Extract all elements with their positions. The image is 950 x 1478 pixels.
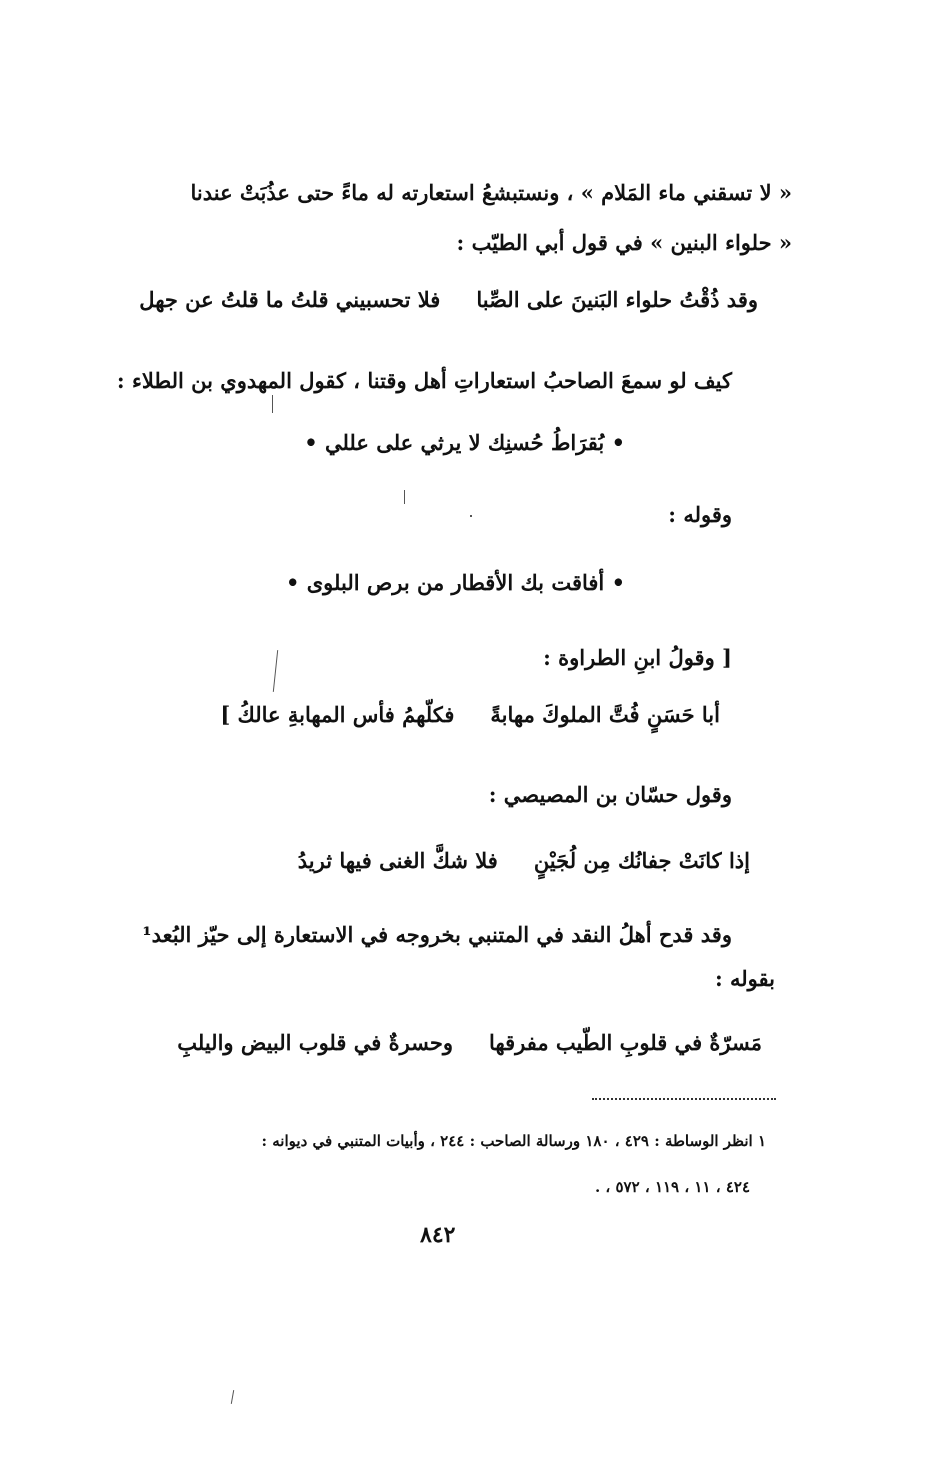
verse-4 [177, 1030, 762, 1055]
footnote-line-2: ٤٢٤ ، ١١ ، ١١٩ ، ٥٧٢ ، . [594, 1178, 750, 1196]
quote-1: • بُقرَاطُ حُسنِك لا يرثي على عللي • [304, 430, 625, 455]
verse-3 [298, 848, 750, 873]
text-line-4: وقوله : [668, 502, 732, 527]
footnote-separator [592, 1098, 776, 1100]
text-line-7: وقد قدح أهلُ النقد في المتنبي بخروجه في الاستعارة إلى حيّز البُعد¹ [142, 922, 732, 947]
scan-mark [404, 490, 405, 504]
verse-3-first-hemistich: إذا كانَتْ جفانُك مِن لُجَيْنٍ [533, 848, 750, 873]
verse-1 [139, 287, 758, 312]
scan-mark [470, 515, 472, 517]
text-line-2: « حلواء البنين » في قول أبي الطيّب : [456, 230, 792, 255]
verse-1-first-hemistich: وقد ذُقْتُ حلواء البَنينَ على الصِّبا [476, 287, 758, 312]
verse-1-second-hemistich: فلا تحسبيني قلتُ ما قلتُ عن جهل [139, 287, 441, 312]
verse-4-second-hemistich: وحسرةٌ في قلوب البيض واليلبِ [177, 1030, 454, 1055]
verse-3-second-hemistich: فلا شكَّ الغنى فيها ثريدُ [297, 848, 498, 873]
footnote-line-1: ١ انظر الوساطة : ٤٢٩ ، ١٨٠ ورسالة الصاحب : ٢٤٤ ، وأبيات المتنبي في ديوانه : [261, 1132, 766, 1150]
scan-mark [273, 650, 278, 692]
quote-2: • أفاقت بك الأقطار من برص البلوى • [286, 570, 625, 595]
text-line-3: كيف لو سمعَ الصاحبُ استعاراتِ أهل وقتنا ، كقول المهدوي بن الطلاء : [116, 368, 732, 393]
verse-4-first-hemistich: مَسرّةٌ في قلوبِ الطّيب مفرقها [489, 1030, 762, 1055]
text-line-5: [ وقولُ ابنِ الطراوة : [543, 645, 732, 670]
verse-2-second-hemistich: فكلّهمُ فأس المهابةِ عالكُ ] [220, 702, 455, 727]
verse-2-first-hemistich: أبا حَسَنٍ فُتَّ الملوكَ مهابةً [490, 702, 720, 727]
scan-mark [272, 395, 273, 413]
text-line-1: « لا تسقني ماء المَلام » ، ونستبشعُ استعارته له ماءً حتى عذُبَتْ عندنا [190, 180, 792, 205]
text-line-8: بقوله : [714, 966, 775, 991]
page-number: ٨٤٢ [420, 1222, 456, 1248]
text-line-6: وقول حسّان بن المصيصي : [488, 782, 732, 807]
scan-mark [231, 1390, 234, 1404]
verse-2 [220, 702, 720, 727]
